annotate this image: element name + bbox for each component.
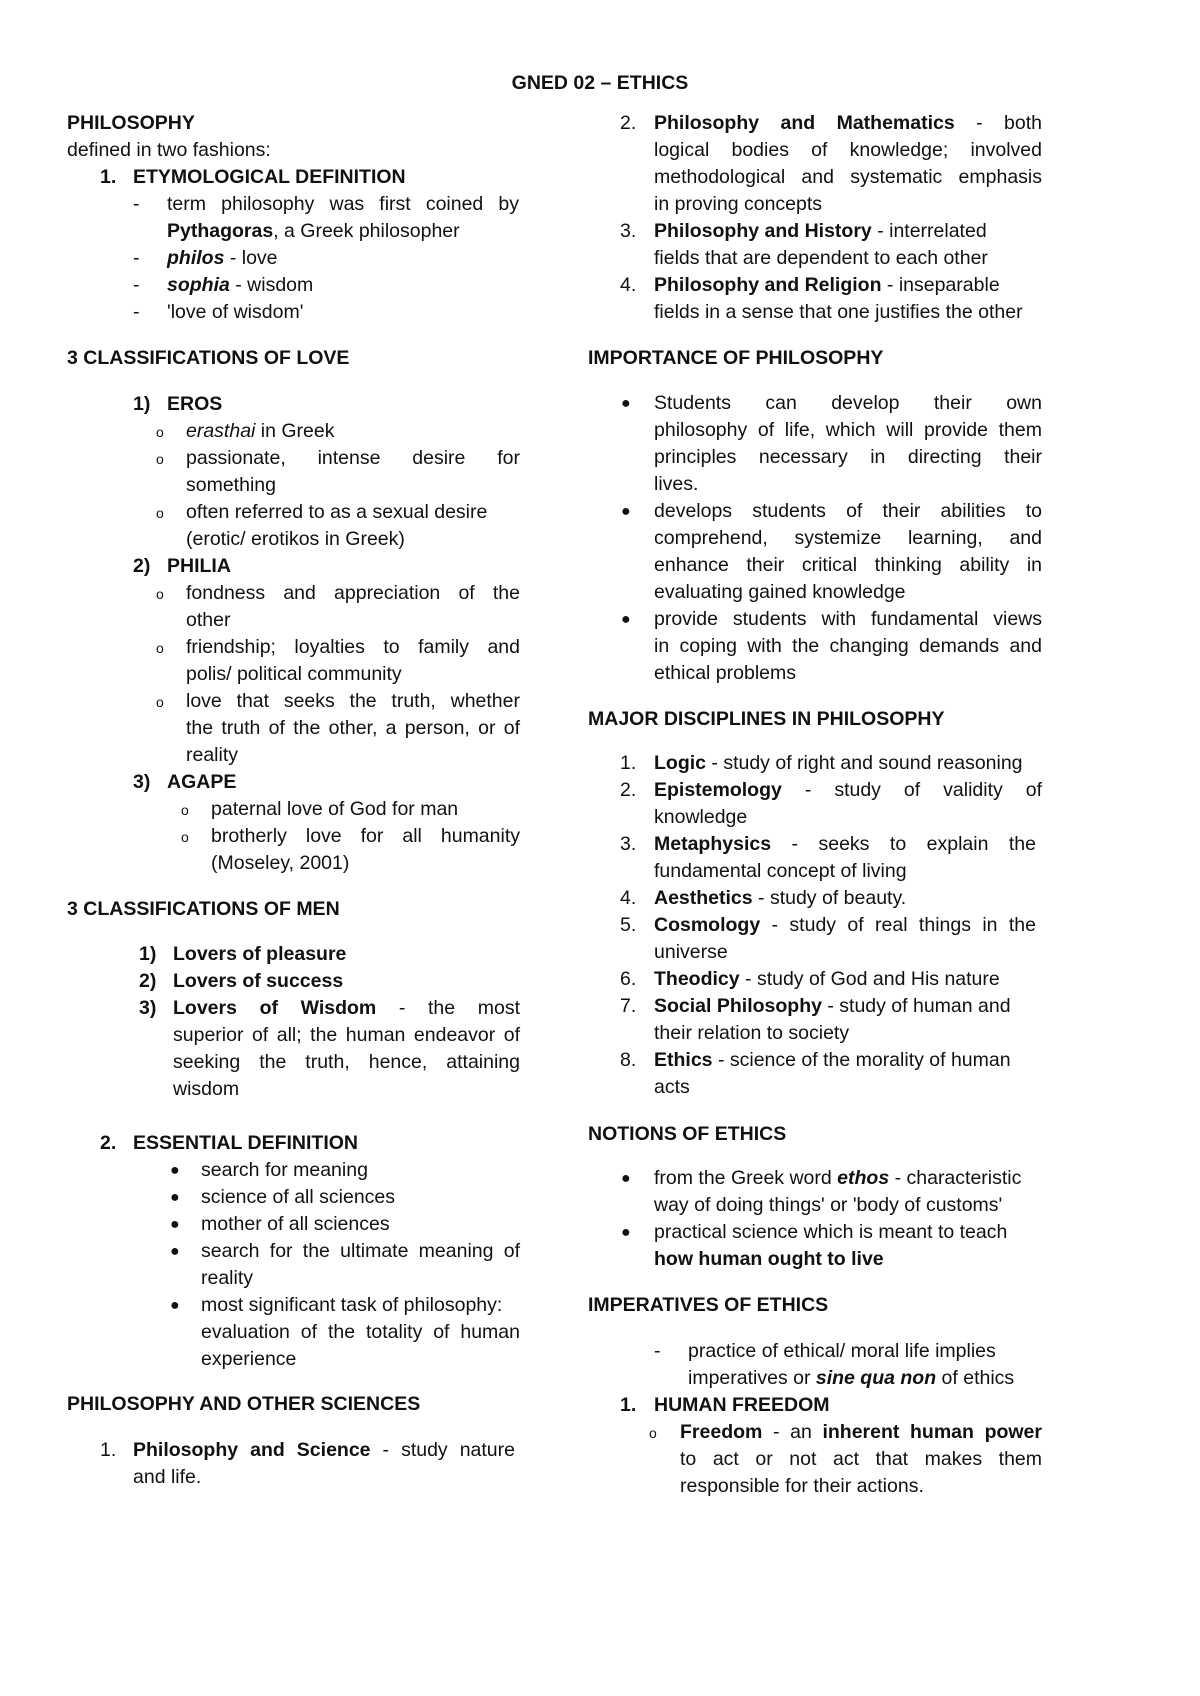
freedom-marker: 1. bbox=[620, 1394, 637, 1416]
men-marker-1: 1) bbox=[139, 943, 157, 965]
importance-item-1-line2: philosophy of life, which will provide them bbox=[654, 419, 1042, 441]
men-marker-2: 2) bbox=[139, 970, 157, 992]
essential-item-1: search for meaning bbox=[201, 1159, 368, 1181]
philia-item-1: fondness and appreciation of the bbox=[186, 582, 520, 604]
eros-item-3-line2: (erotic/ erotikos in Greek) bbox=[186, 528, 405, 550]
discipline-marker-2: 2. bbox=[620, 779, 637, 801]
love-heading: 3 CLASSIFICATIONS OF LOVE bbox=[67, 347, 350, 369]
philia-item-3-line2: the truth of the other, a person, or of bbox=[186, 717, 520, 739]
discipline-item-1: Logic - study of right and sound reasoning bbox=[654, 752, 1023, 774]
dot-bullet: ● bbox=[170, 1189, 180, 1206]
men-item-2: Lovers of success bbox=[173, 970, 344, 992]
other-sciences-item-2-line2: logical bodies of knowledge; involved bbox=[654, 139, 1042, 161]
discipline-item-7: Social Philosophy - study of human and bbox=[654, 995, 1011, 1017]
dash-bullet: - bbox=[133, 193, 140, 215]
discipline-item-8: Ethics - science of the morality of human bbox=[654, 1049, 1011, 1071]
philia-marker: 2) bbox=[133, 555, 151, 577]
philia-name: PHILIA bbox=[167, 555, 231, 577]
dot-bullet: ● bbox=[621, 1170, 631, 1187]
importance-item-1: Students can develop their own bbox=[654, 392, 1042, 414]
importance-item-1-line4: lives. bbox=[654, 473, 699, 495]
etym-item-1: term philosophy was first coined by bbox=[167, 193, 519, 215]
discipline-item-8-line2: acts bbox=[654, 1076, 690, 1098]
importance-item-2-line4: evaluating gained knowledge bbox=[654, 581, 906, 603]
other-sciences-marker-4: 4. bbox=[620, 274, 637, 296]
essential-item-5-line3: experience bbox=[201, 1348, 297, 1370]
essential-item-3: mother of all sciences bbox=[201, 1213, 390, 1235]
other-sciences-item-1-line2: and life. bbox=[133, 1466, 202, 1488]
dot-bullet: ● bbox=[170, 1297, 180, 1314]
importance-item-2-line3: enhance their critical thinking ability in bbox=[654, 554, 1042, 576]
men-item-3-line4: wisdom bbox=[173, 1078, 240, 1100]
essential-item-2: science of all sciences bbox=[201, 1186, 396, 1208]
circle-bullet: o bbox=[156, 694, 164, 710]
discipline-marker-7: 7. bbox=[620, 995, 637, 1017]
men-heading: 3 CLASSIFICATIONS OF MEN bbox=[67, 898, 340, 920]
discipline-item-5-line2: universe bbox=[654, 941, 728, 963]
discipline-item-5: Cosmology - study of real things in the bbox=[654, 914, 1036, 936]
circle-bullet: o bbox=[156, 505, 164, 521]
freedom-heading: HUMAN FREEDOM bbox=[654, 1394, 830, 1416]
men-item-3-line3: seeking the truth, hence, attaining bbox=[173, 1051, 520, 1073]
other-sciences-item-2-line3: methodological and systematic emphasis bbox=[654, 166, 1042, 188]
imperatives-heading: IMPERATIVES OF ETHICS bbox=[588, 1294, 829, 1316]
discipline-marker-3: 3. bbox=[620, 833, 637, 855]
other-sciences-marker-1: 1. bbox=[100, 1439, 117, 1461]
dot-bullet: ● bbox=[621, 503, 631, 520]
notion-item-2-line2: how human ought to live bbox=[654, 1248, 884, 1270]
discipline-marker-1: 1. bbox=[620, 752, 637, 774]
circle-bullet: o bbox=[156, 640, 164, 656]
discipline-marker-4: 4. bbox=[620, 887, 637, 909]
dot-bullet: ● bbox=[170, 1216, 180, 1233]
philia-item-3-line3: reality bbox=[186, 744, 239, 766]
disciplines-heading: MAJOR DISCIPLINES IN PHILOSOPHY bbox=[588, 708, 945, 730]
dash-bullet: - bbox=[133, 247, 140, 269]
etym-item-2: philos - love bbox=[167, 247, 278, 269]
other-sciences-item-1: Philosophy and Science - study nature bbox=[133, 1439, 515, 1461]
etym-heading: ETYMOLOGICAL DEFINITION bbox=[133, 166, 406, 188]
other-sciences-item-2: Philosophy and Mathematics - both bbox=[654, 112, 1042, 134]
circle-bullet: o bbox=[181, 829, 189, 845]
eros-item-3: often referred to as a sexual desire bbox=[186, 501, 488, 523]
other-sciences-heading: PHILOSOPHY AND OTHER SCIENCES bbox=[67, 1393, 421, 1415]
other-sciences-item-4: Philosophy and Religion - inseparable bbox=[654, 274, 1000, 296]
freedom-item: Freedom - an inherent human power bbox=[680, 1421, 1042, 1443]
etym-item-4: 'love of wisdom' bbox=[167, 301, 304, 323]
importance-item-2: develops students of their abilities to bbox=[654, 500, 1042, 522]
dot-bullet: ● bbox=[170, 1243, 180, 1260]
circle-bullet: o bbox=[181, 802, 189, 818]
essential-item-4: search for the ultimate meaning of bbox=[201, 1240, 520, 1262]
importance-heading: IMPORTANCE OF PHILOSOPHY bbox=[588, 347, 884, 369]
defined-intro: defined in two fashions: bbox=[67, 139, 271, 161]
men-item-3: Lovers of Wisdom - the most bbox=[173, 997, 520, 1019]
notion-item-1-line2: way of doing things' or 'body of customs' bbox=[654, 1194, 1003, 1216]
eros-item-2-line2: something bbox=[186, 474, 276, 496]
agape-item-1: paternal love of God for man bbox=[211, 798, 459, 820]
freedom-item-line2: to act or not act that makes them bbox=[680, 1448, 1042, 1470]
philia-item-1-line2: other bbox=[186, 609, 231, 631]
eros-item-2: passionate, intense desire for bbox=[186, 447, 520, 469]
imperatives-intro: practice of ethical/ moral life implies bbox=[688, 1340, 996, 1362]
etym-item-1-line2: Pythagoras, a Greek philosopher bbox=[167, 220, 460, 242]
other-sciences-item-4-line2: fields in a sense that one justifies the other bbox=[654, 301, 1023, 323]
philosophy-heading: PHILOSOPHY bbox=[67, 112, 195, 134]
essential-marker: 2. bbox=[100, 1132, 117, 1154]
document-title: GNED 02 – ETHICS bbox=[511, 72, 689, 94]
circle-bullet: o bbox=[156, 451, 164, 467]
discipline-item-2-line2: knowledge bbox=[654, 806, 748, 828]
men-item-1: Lovers of pleasure bbox=[173, 943, 347, 965]
discipline-marker-5: 5. bbox=[620, 914, 637, 936]
agape-item-2: brotherly love for all humanity bbox=[211, 825, 520, 847]
agape-marker: 3) bbox=[133, 771, 151, 793]
other-sciences-item-3-line2: fields that are dependent to each other bbox=[654, 247, 988, 269]
freedom-item-line3: responsible for their actions. bbox=[680, 1475, 924, 1497]
dot-bullet: ● bbox=[621, 611, 631, 628]
eros-marker: 1) bbox=[133, 393, 151, 415]
essential-item-4-line2: reality bbox=[201, 1267, 254, 1289]
imperatives-intro-line2: imperatives or sine qua non of ethics bbox=[688, 1367, 1015, 1389]
essential-item-5-line2: evaluation of the totality of human bbox=[201, 1321, 520, 1343]
etym-marker: 1. bbox=[100, 166, 117, 188]
importance-item-3-line3: ethical problems bbox=[654, 662, 796, 684]
men-item-3-line2: superior of all; the human endeavor of bbox=[173, 1024, 520, 1046]
other-sciences-marker-3: 3. bbox=[620, 220, 637, 242]
men-marker-3: 3) bbox=[139, 997, 157, 1019]
discipline-item-2: Epistemology - study of validity of bbox=[654, 779, 1042, 801]
dash-bullet: - bbox=[133, 274, 140, 296]
other-sciences-item-2-line4: in proving concepts bbox=[654, 193, 823, 215]
importance-item-1-line3: principles necessary in directing their bbox=[654, 446, 1042, 468]
other-sciences-item-3: Philosophy and History - interrelated bbox=[654, 220, 987, 242]
discipline-item-3: Metaphysics - seeks to explain the bbox=[654, 833, 1036, 855]
notion-item-1: from the Greek word ethos - characteristic bbox=[654, 1167, 1022, 1189]
dot-bullet: ● bbox=[621, 395, 631, 412]
agape-name: AGAPE bbox=[167, 771, 237, 793]
discipline-item-6: Theodicy - study of God and His nature bbox=[654, 968, 1000, 990]
other-sciences-marker-2: 2. bbox=[620, 112, 637, 134]
discipline-item-4: Aesthetics - study of beauty. bbox=[654, 887, 907, 909]
eros-name: EROS bbox=[167, 393, 223, 415]
dash-bullet: - bbox=[133, 301, 140, 323]
circle-bullet: o bbox=[156, 424, 164, 440]
agape-item-2-line2: (Moseley, 2001) bbox=[211, 852, 350, 874]
philia-item-2: friendship; loyalties to family and bbox=[186, 636, 520, 658]
etym-item-3: sophia - wisdom bbox=[167, 274, 314, 296]
essential-item-5: most significant task of philosophy: bbox=[201, 1294, 503, 1316]
discipline-item-7-line2: their relation to society bbox=[654, 1022, 850, 1044]
discipline-item-3-line2: fundamental concept of living bbox=[654, 860, 907, 882]
importance-item-3-line2: in coping with the changing demands and bbox=[654, 635, 1042, 657]
importance-item-2-line2: comprehend, systemize learning, and bbox=[654, 527, 1042, 549]
essential-heading: ESSENTIAL DEFINITION bbox=[133, 1132, 358, 1154]
circle-bullet: o bbox=[156, 586, 164, 602]
notion-item-2: practical science which is meant to teach bbox=[654, 1221, 1008, 1243]
philia-item-3: love that seeks the truth, whether bbox=[186, 690, 520, 712]
dash-bullet: - bbox=[654, 1340, 661, 1362]
discipline-marker-8: 8. bbox=[620, 1049, 637, 1071]
notions-heading: NOTIONS OF ETHICS bbox=[588, 1123, 787, 1145]
importance-item-3: provide students with fundamental views bbox=[654, 608, 1042, 630]
dot-bullet: ● bbox=[170, 1162, 180, 1179]
discipline-marker-6: 6. bbox=[620, 968, 637, 990]
circle-bullet: o bbox=[649, 1425, 657, 1441]
dot-bullet: ● bbox=[621, 1224, 631, 1241]
philia-item-2-line2: polis/ political community bbox=[186, 663, 402, 685]
eros-item-1: erasthai in Greek bbox=[186, 420, 335, 442]
